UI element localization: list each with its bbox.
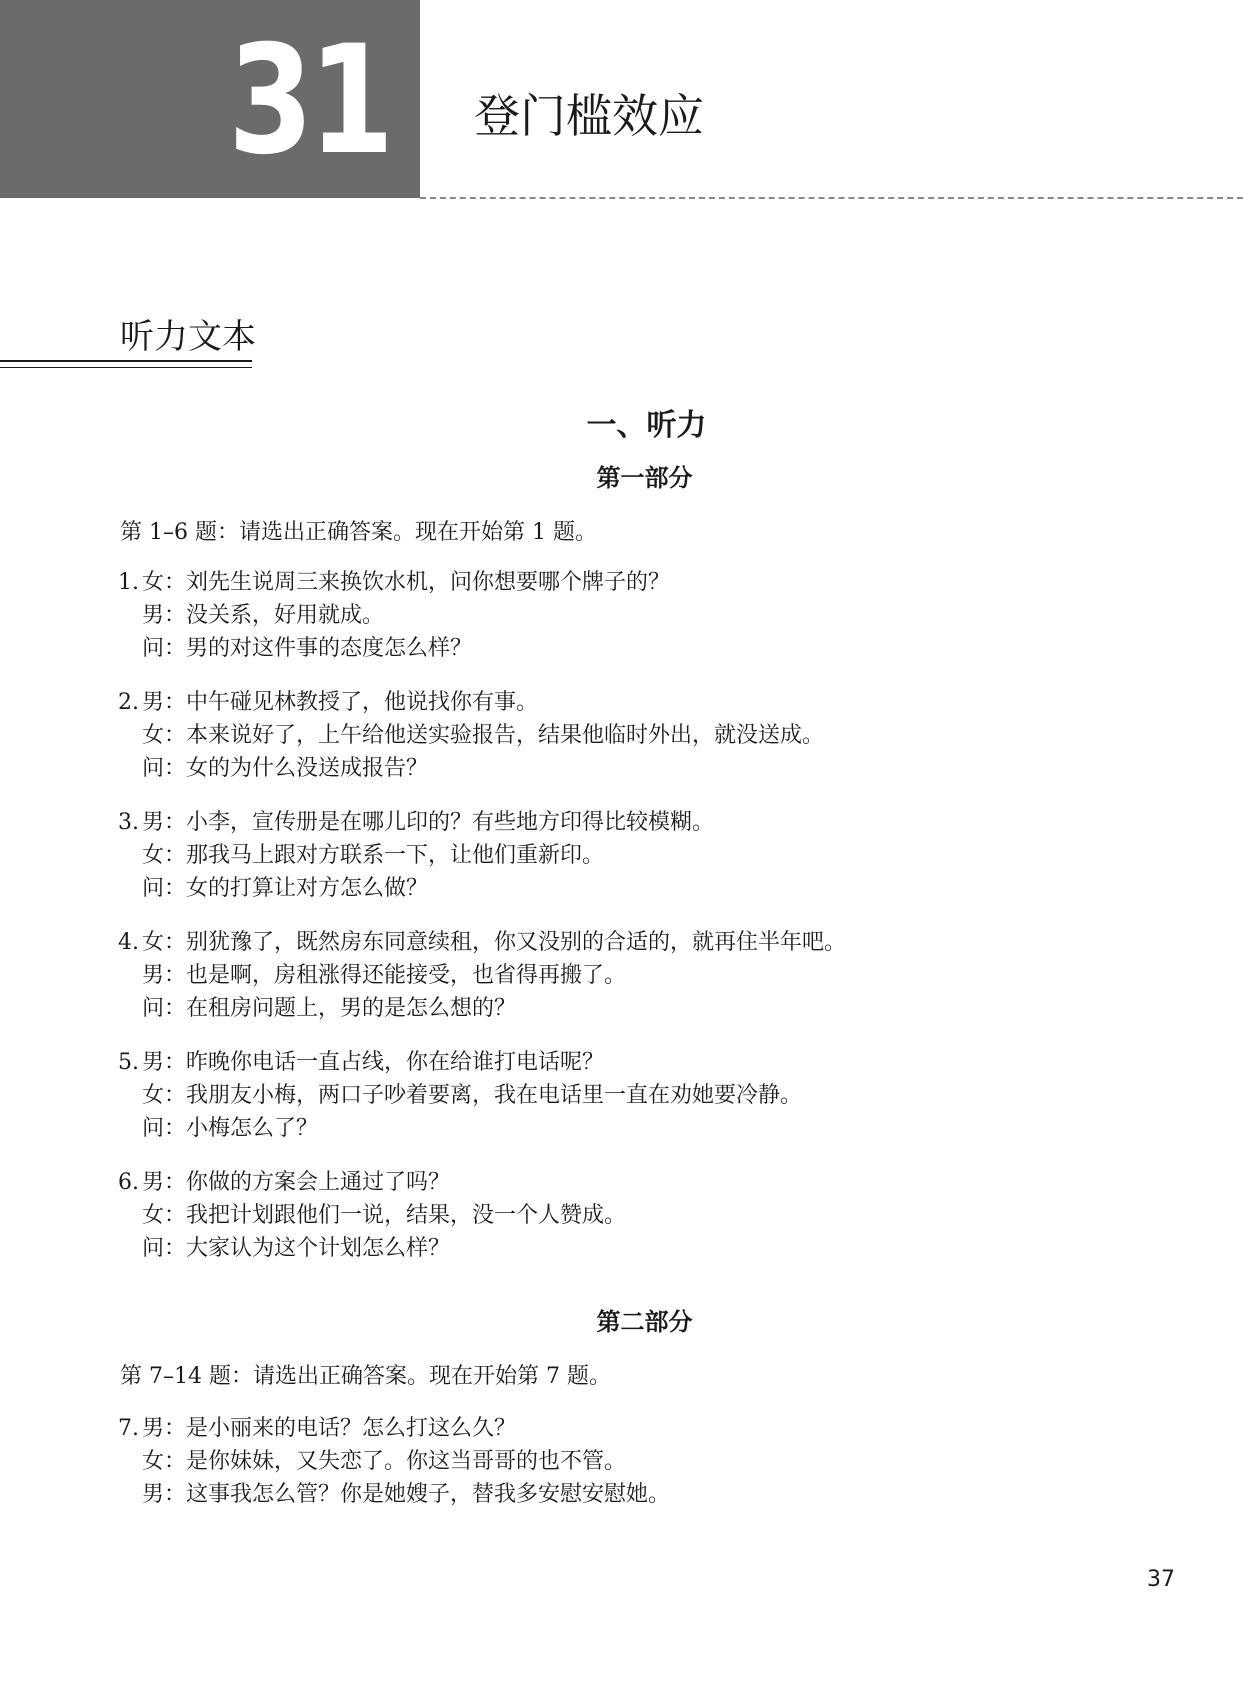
dialogue-line: 男：中午碰见林教授了，他说找你有事。 xyxy=(142,690,539,715)
dialogue-line: 女：别犹豫了，既然房东同意续租，你又没别的合适的，就再住半年吧。 xyxy=(142,930,847,955)
question-number: 1. xyxy=(118,570,139,595)
chapter-dashed-rule xyxy=(420,197,1243,199)
part-instruction: 第 1–6 题：请选出正确答案。现在开始第 1 题。 xyxy=(120,520,597,545)
question-item xyxy=(118,686,824,785)
chapter-title: 登门槛效应 xyxy=(474,89,704,143)
part-instruction: 第 7–14 题：请选出正确答案。现在开始第 7 题。 xyxy=(120,1364,611,1389)
question-item xyxy=(118,1166,626,1265)
section-underline xyxy=(0,360,252,362)
dialogue-line: 女：那我马上跟对方联系一下，让他们重新印。 xyxy=(142,843,605,868)
dialogue-line: 男：你做的方案会上通过了吗？ xyxy=(142,1170,451,1195)
question-number: 3. xyxy=(118,810,139,835)
dialogue-line: 男：昨晚你电话一直占线，你在给谁打电话呢？ xyxy=(142,1050,605,1075)
dialogue-line: 女：刘先生说周三来换饮水机，问你想要哪个牌子的？ xyxy=(142,570,671,595)
listening-heading: 一、听力 xyxy=(586,408,707,443)
dialogue-line: 女：我把计划跟他们一说，结果，没一个人赞成。 xyxy=(142,1203,627,1228)
question-number: 6. xyxy=(118,1170,139,1195)
section-title: 听力文本 xyxy=(120,317,256,357)
dialogue-line: 男：没关系，好用就成。 xyxy=(142,603,385,628)
dialogue-line: 男：这事我怎么管？你是她嫂子，替我多安慰安慰她。 xyxy=(142,1482,671,1507)
question-number: 2. xyxy=(118,690,139,715)
dialogue-line: 女：是你妹妹，又失恋了。你这当哥哥的也不管。 xyxy=(142,1449,627,1474)
chapter-number-block xyxy=(0,0,420,198)
dialogue-line: 女：本来说好了，上午给他送实验报告，结果他临时外出，就没送成。 xyxy=(142,723,825,748)
dialogue-line: 问：男的对这件事的态度怎么样？ xyxy=(142,636,473,661)
part-heading: 第二部分 xyxy=(596,1308,693,1336)
part-heading: 第一部分 xyxy=(596,464,693,492)
dialogue-line: 男：也是啊，房租涨得还能接受，也省得再搬了。 xyxy=(142,963,627,988)
question-item xyxy=(118,806,714,905)
question-number: 5. xyxy=(118,1050,139,1075)
question-item xyxy=(118,926,846,1025)
question-item xyxy=(118,566,670,665)
question-item xyxy=(118,1046,802,1145)
chapter-number: 31 xyxy=(228,14,390,188)
dialogue-line: 男：小李，宣传册是在哪儿印的？有些地方印得比较模糊。 xyxy=(142,810,715,835)
dialogue-line: 问：小梅怎么了？ xyxy=(142,1116,319,1141)
dialogue-line: 女：我朋友小梅，两口子吵着要离，我在电话里一直在劝她要冷静。 xyxy=(142,1083,803,1108)
section-underline-thin xyxy=(0,367,252,368)
dialogue-line: 问：大家认为这个计划怎么样？ xyxy=(142,1236,451,1261)
dialogue-line: 问：女的打算让对方怎么做？ xyxy=(142,876,429,901)
question-number: 4. xyxy=(118,930,139,955)
dialogue-line: 问：女的为什么没送成报告？ xyxy=(142,756,429,781)
page-number: 37 xyxy=(1147,1567,1175,1592)
dialogue-line: 问：在租房问题上，男的是怎么想的？ xyxy=(142,996,517,1021)
dialogue-line: 男：是小丽来的电话？怎么打这么久？ xyxy=(142,1416,517,1441)
question-number: 7. xyxy=(118,1416,139,1441)
question-item xyxy=(118,1412,670,1511)
